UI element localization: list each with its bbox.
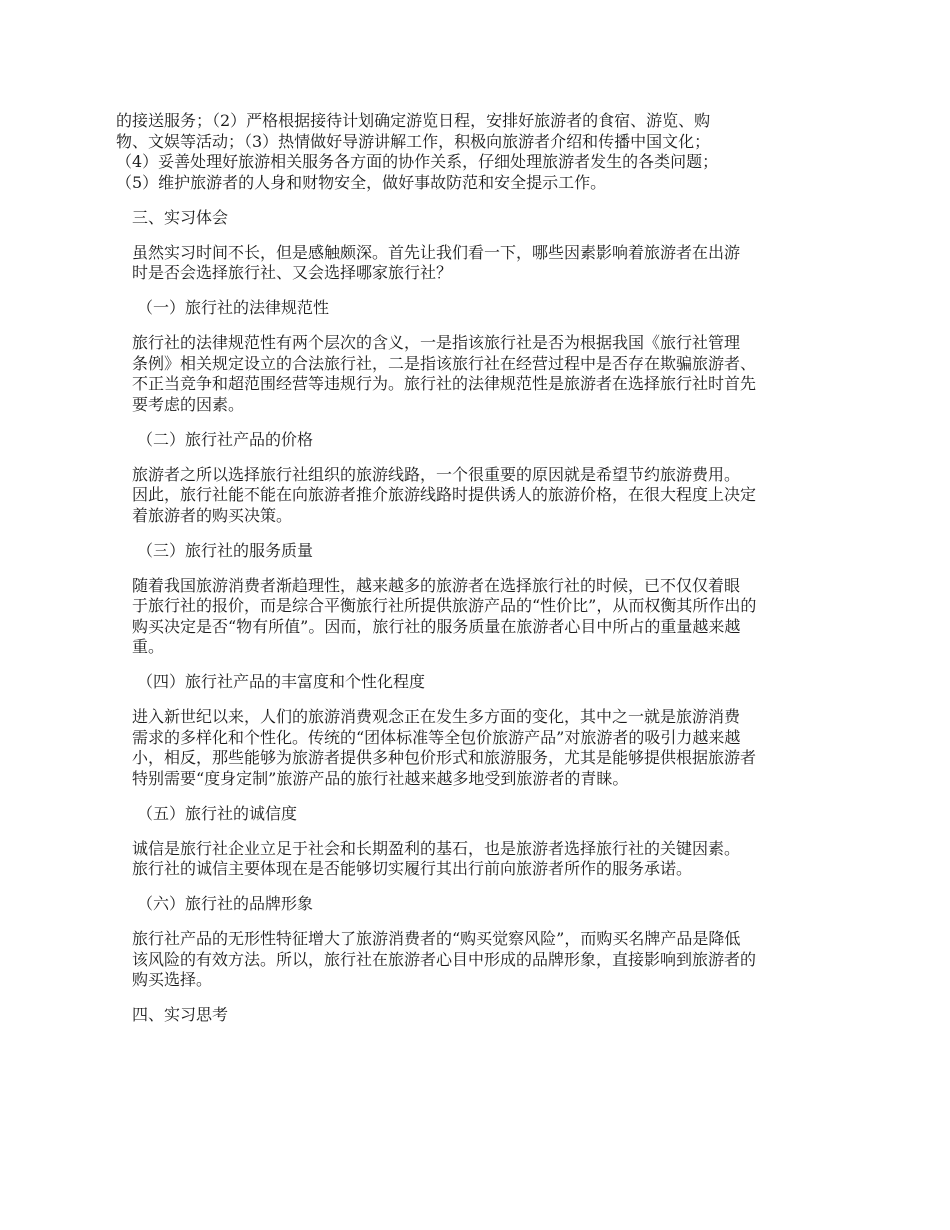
text-line: （一）旅行社的法律规范性 <box>137 298 330 317</box>
body-paragraph <box>116 929 840 991</box>
body-paragraph <box>116 243 840 284</box>
text-line: 随着我国旅游消费者渐趋理性，越来越多的旅游者在选择旅行社的时候，已不仅仅着眼 <box>132 575 741 595</box>
text-line: 需求的多样化和个性化。传统的“团体标准等全包价旅游产品”对旅游者的吸引力越来越 <box>132 727 741 747</box>
text-line: 因此，旅行社能不能在向旅游者推介旅游线路时提供诱人的旅游价格，在很大程度上决定 <box>132 485 757 504</box>
text-line: （5）维护旅游者的人身和财物安全，做好事故防范和安全提示工作。 <box>116 172 607 192</box>
text-line: 进入新世纪以来，人们的旅游消费观念正在发生多方面的变化，其中之一就是旅游消费 <box>132 707 741 726</box>
text-line: （二）旅行社产品的价格 <box>137 429 314 449</box>
text-line: 四、实习思考 <box>132 1005 229 1024</box>
text-line: 时是否会选择旅行社、又会选择哪家旅行社？ <box>132 263 453 282</box>
body-paragraph <box>116 839 840 880</box>
subsection-heading <box>116 298 840 319</box>
text-line: 三、实习体会 <box>132 207 229 227</box>
text-line: 要考虑的因素。 <box>132 394 245 414</box>
text-line: 购买决定是否“物有所值”。因而，旅行社的服务质量在旅游者心目中所占的重量越来越 <box>132 616 741 636</box>
document-body <box>116 111 840 1040</box>
text-line: （三）旅行社的服务质量 <box>137 540 314 560</box>
text-line: 的接送服务；（2）严格根据接待计划确定游览日程，安排好旅游者的食宿、游览、购 <box>116 111 711 130</box>
text-line: 虽然实习时间不长，但是感触颇深。首先让我们看一下，哪些因素影响着旅游者在出游 <box>132 242 741 262</box>
subsection-heading <box>116 430 840 451</box>
text-line: 不正当竞争和超范围经营等违规行为。旅行社的法律规范性是旅游者在选择旅行社时首先 <box>132 374 757 393</box>
subsection-heading <box>116 804 840 825</box>
section-heading <box>116 1005 840 1026</box>
section-heading <box>116 208 840 229</box>
text-line: 条例》相关规定设立的合法旅行社，二是指该旅行社在经营过程中是否存在欺骗旅游者、 <box>132 353 757 373</box>
text-line: 着旅游者的购买决策。 <box>132 505 293 525</box>
text-line: 旅行社的诚信主要体现在是否能够切实履行其出行前向旅游者所作的服务承诺。 <box>132 859 693 878</box>
text-line: 该风险的有效方法。所以，旅行社在旅游者心目中形成的品牌形象，直接影响到旅游者的 <box>132 949 757 969</box>
text-line: 旅行社的法律规范性有两个层次的含义，一是指该旅行社是否为根据我国《旅行社管理 <box>132 333 741 352</box>
text-line: 物、文娱等活动；（3）热情做好导游讲解工作，积极向旅游者介绍和传播中国文化； <box>116 131 711 151</box>
body-paragraph <box>116 111 840 193</box>
body-paragraph <box>116 576 840 658</box>
text-line: 诚信是旅行社企业立足于社会和长期盈利的基石，也是旅游者选择旅行社的关键因素。 <box>132 838 741 858</box>
subsection-heading <box>116 672 840 693</box>
text-line: 特别需要“度身定制”旅游产品的旅行社越来越多地受到旅游者的青睐。 <box>132 768 629 788</box>
body-paragraph <box>116 707 840 789</box>
subsection-heading <box>116 894 840 915</box>
text-line: （五）旅行社的诚信度 <box>137 803 298 823</box>
text-line: 旅游者之所以选择旅行社组织的旅游线路，一个很重要的原因就是希望节约旅游费用。 <box>132 464 741 484</box>
text-line: （4）妥善处理好旅游相关服务各方面的协作关系，仔细处理旅游者发生的各类问题； <box>116 152 719 171</box>
body-paragraph <box>116 333 840 415</box>
text-line: 于旅行社的报价，而是综合平衡旅行社所提供旅游产品的“性价比”，从而权衡其所作出的 <box>132 596 757 615</box>
subsection-heading <box>116 541 840 562</box>
body-paragraph <box>116 465 840 527</box>
text-line: （六）旅行社的品牌形象 <box>137 894 314 913</box>
text-line: 购买选择。 <box>132 970 213 989</box>
text-line: 重。 <box>132 637 165 656</box>
text-line: 旅行社产品的无形性特征增大了旅游消费者的“购买觉察风险”，而购买名牌产品是降低 <box>132 929 741 948</box>
text-line: （四）旅行社产品的丰富度和个性化程度 <box>137 672 426 691</box>
text-line: 小，相反，那些能够为旅游者提供多种包价形式和旅游服务，尤其是能够提供根据旅游者 <box>132 748 757 767</box>
